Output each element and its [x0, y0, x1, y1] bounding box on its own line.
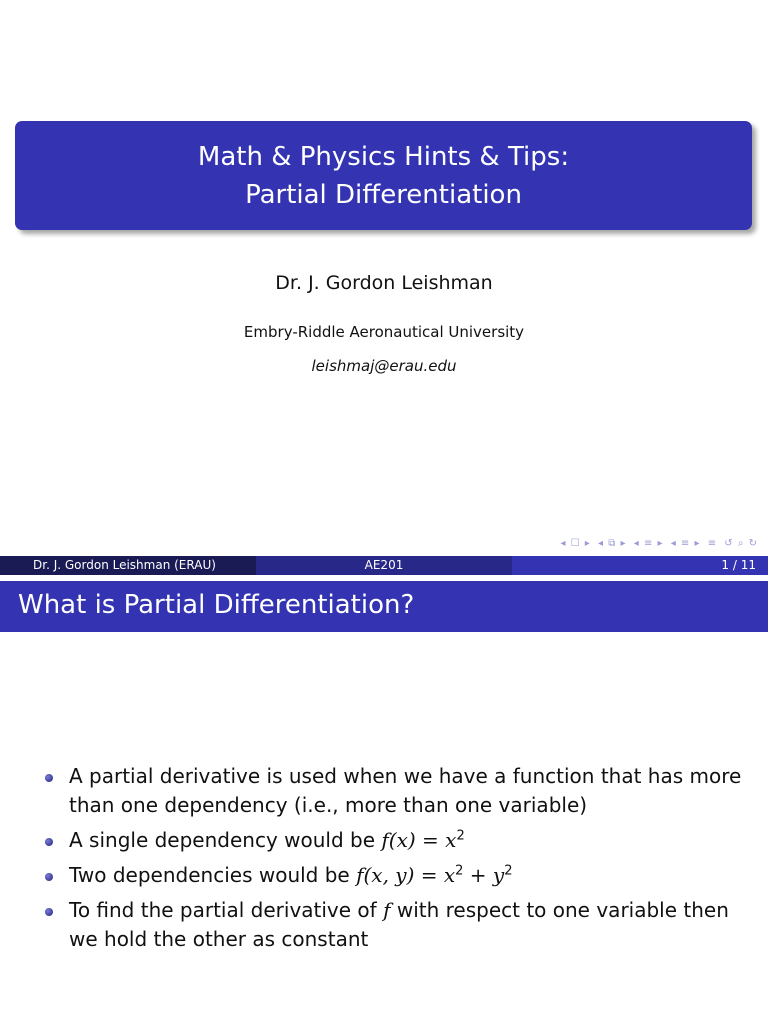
bullet-text: To find the partial derivative of [69, 898, 377, 922]
institution: Embry-Riddle Aeronautical University [243, 323, 525, 341]
footer-bar [0, 556, 768, 575]
math-exponent: 2 [455, 863, 464, 879]
nav-section-icon[interactable]: ◂ ≡ ▸ [670, 538, 701, 549]
list-item [42, 826, 752, 855]
footer-author: Dr. J. Gordon Leishman (ERAU) [33, 558, 216, 572]
math-expression: f(x, y) = x [356, 863, 456, 887]
bullet-text: A partial derivative is used when we have a function that has more than one dependency (i.e., more than one variable) [69, 764, 742, 817]
list-item [42, 861, 752, 890]
math-variable: f [383, 898, 391, 922]
slide-title-line1: Math & Physics Hints & Tips: [197, 142, 570, 172]
title-box [15, 121, 752, 230]
beamer-navigation [557, 538, 758, 549]
nav-slide-left-icon[interactable]: ◂ ☐ ▸ [560, 538, 591, 549]
footer-page-segment [512, 556, 768, 575]
nav-toc-icon[interactable]: ≡ [707, 538, 718, 549]
footer-page-number: 1 / 11 [721, 558, 756, 572]
math-exponent: 2 [504, 863, 513, 879]
bullet-text: A single dependency would be [69, 828, 376, 852]
math-exponent: 2 [456, 828, 465, 844]
bullet-icon [45, 873, 53, 881]
author-email: leishmaj@erau.edu [311, 357, 457, 375]
nav-subsection-icon[interactable]: ◂ ≡ ▸ [633, 538, 664, 549]
nav-frame-icon[interactable]: ◂ ⧉ ▸ [598, 538, 627, 549]
footer-course-segment [256, 556, 512, 575]
frame-title-bar [0, 581, 768, 632]
nav-search-icon[interactable]: ↺ ⌕ ↻ [724, 538, 758, 549]
author-name: Dr. J. Gordon Leishman [275, 272, 493, 294]
bullet-icon [45, 838, 53, 846]
list-item [42, 762, 752, 820]
math-expression: + y [463, 863, 505, 887]
frame-title: What is Partial Differentiation? [18, 590, 415, 620]
math-expression: f(x) = x [381, 828, 457, 852]
bullet-text: with respect to one variable then we hold the other as constant [69, 898, 729, 951]
list-item [42, 896, 752, 954]
bullet-icon [45, 774, 53, 782]
footer-author-segment [0, 556, 256, 575]
footer-course: AE201 [364, 558, 404, 572]
bullet-list [42, 762, 752, 960]
bullet-text: Two dependencies would be [69, 863, 350, 887]
slide-title-line2: Partial Differentiation [245, 180, 522, 210]
bullet-icon [45, 908, 53, 916]
